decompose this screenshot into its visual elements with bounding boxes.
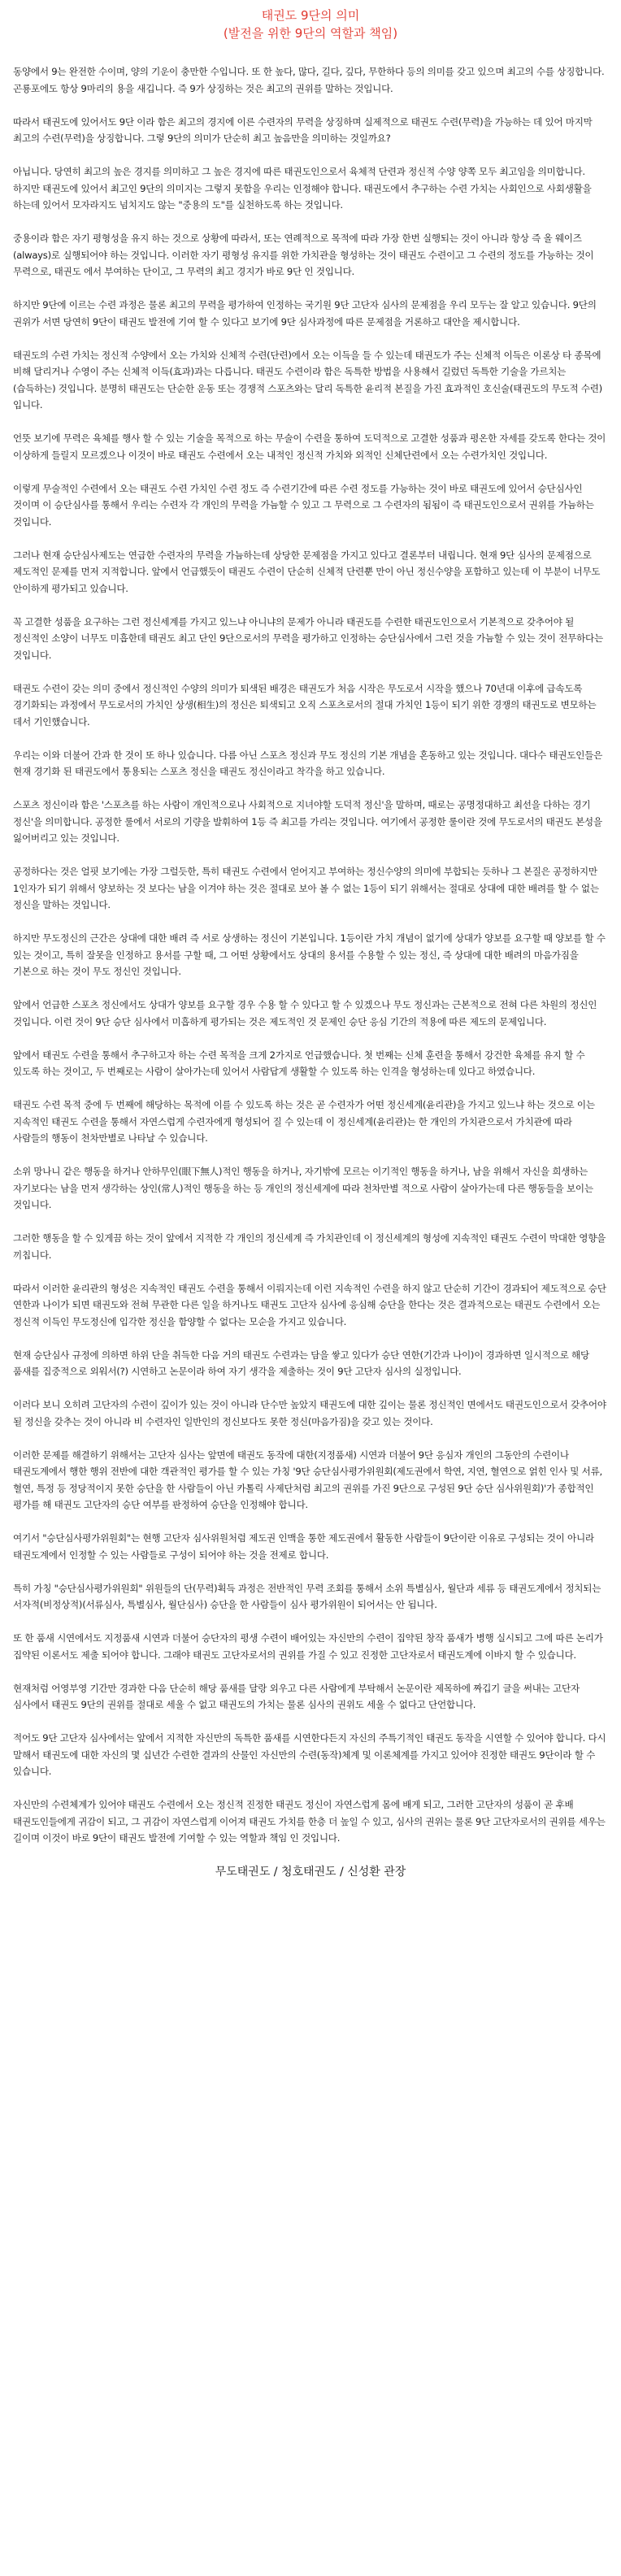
paragraph-10: 꼭 고결한 성품을 요구하는 그런 정신세계를 가지고 있느냐 아니냐의 문제가 아니라 태권도를 수련한 태권도인으로서 기본적으로 갖추어야 될 정신적인 소양이 너무도 미흡한데 태권도 최고 단인 9단으로서의 무력을 평가하고 인정하는 승단심사에서 그런 것을 가늠할 수 있는 것이 전무하다는 것입니다. xyxy=(13,615,603,661)
paragraph-20: 그러한 행동을 할 수 있게끔 하는 것이 앞에서 지적한 각 개인의 정신세계 즉 가치관인데 이 정신세계의 형성에 지속적인 태권도 수련이 막대한 영향을 끼칩니다. xyxy=(13,1232,606,1261)
paragraph-13: 스포츠 정신이라 함은 '스포츠를 하는 사람이 개인적으로나 사회적으로 지녀야할 도덕적 정신'을 말하며, 때로는 공명정대하고 최선을 다하는 경기 정신'을 의미합니다. 공정한 룰에서 서로의 기량을 발휘하여 1등 즉 최고를 가리는 것입니다. 여기에서 공정한 룰이란 것에 무도로서의 태권도 본성을 잃어버리고 있는 것입니다. xyxy=(13,799,602,844)
article-subtitle: (발전을 위한 9단의 역할과 책임) xyxy=(223,26,398,41)
paragraph-14: 공정하다는 것은 얼핏 보기에는 가장 그럴듯한, 특히 태권도 수련에서 얻어지고 부여하는 정신수양의 의미에 부합되는 듯하나 그 본질은 공정하지만 1인자가 되기 위해서 양보하는 것 보다는 남을 이겨야 하는 것은 절대로 보아 볼 수 없는 1등이 되기 위해서는 절대로 상대에 대한 배려를 할 수 없는 정신을 말하는 것입니다. xyxy=(13,866,599,910)
article-title: 태권도 9단의 의미 xyxy=(261,8,360,23)
paragraph-28: 현재처럼 어영부영 기간만 경과한 다음 단순히 해당 품새를 달랑 외우고 다른 사람에게 부탁해서 논문이란 제목하에 짜깁기 글을 써내는 고단자 심사에서 태권도 9단의 권위를 절대로 세울 수 없고 태권도의 가치는 물론 심사의 권위도 세울 수 없다고 단언합니다. xyxy=(13,1682,580,1710)
paragraph-7: 언뜻 보기에 무력은 육체를 행사 할 수 있는 기술을 목적으로 하는 무술이 수련을 통하여 도덕적으로 고결한 성품과 평온한 자세를 갖도록 한다는 것이 이상하게 들릴지 모르겠으나 이것이 바로 태권도 수련에서 오는 내적인 정신적 가치와 외적인 신체단련에서 오는 수련가치인 것입니다. xyxy=(13,432,606,461)
author-signature: 무도태권도 / 청호태권도 / 신성환 관장 xyxy=(215,1866,406,1879)
paragraph-24: 이러한 문제를 해결하기 위해서는 고단자 심사는 앞면에 태권도 동작에 대한(지정품새) 시연과 더불어 9단 응심자 개인의 그동안의 수련이나 태권도계에서 행한 행위 전반에 대한 객관적인 평가를 할 수 있는 가칭 '9단 승단심사평가위원회(제도권에서 학연, 지연, 혈연으로 얽힌 인사 및 서류, 혈연, 특정 등 정당적이지 못한 승단을 한 사람들이 아닌 카톨릭 사제단처럼 최고의 권위를 가진 9단으로 구성된 9단 승단 심사위원회)'가 종합적인 평가를 해 태권도 고단자의 승단 여부를 판정하여 승단을 인정해야 합니다. xyxy=(13,1449,602,1510)
paragraph-5: 하지만 9단에 이르는 수련 과정은 물론 최고의 무력을 평가하여 인정하는 국기원 9단 고단자 심사의 문제점을 우리 모두는 잘 알고 있습니다. 9단의 권위가 서면 당연히 9단이 태권도 발전에 기여 할 수 있다고 보기에 9단 심사과정에 따른 문제점을 거론하고 대안을 제시합니다. xyxy=(13,299,597,328)
paragraph-30: 자신만의 수련체계가 있어야 태권도 수련에서 오는 정신적 진정한 태권도 정신이 자연스럽게 몸에 배게 되고, 그러한 고단자의 성품이 곧 후배 태권도인들에게 귀감이 되고, 그 귀감이 자연스럽게 이어져 태권도 가치를 한층 더 높일 수 있고, 심사의 권위는 물론 9단 고단자로서의 권위를 세우는 길이며 이것이 바로 9단이 태권도 발전에 기여할 수 있는 역할과 책임 인 것입니다. xyxy=(13,1799,606,1844)
paragraph-22: 현재 승단심사 규정에 의하면 하위 단을 취득한 다음 거의 태권도 수련과는 담을 쌓고 있다가 승단 연한(기간과 나이)이 경과하면 일시적으로 해당 품새를 집중적으로 외워서(?) 시연하고 논문이라 하여 자기 생각을 제출하는 것이 9단 고단자 심사의 실정입니다. xyxy=(13,1349,589,1377)
paragraph-19: 소위 망나니 같은 행동을 하거나 안하무인(眼下無人)적인 행동을 하거나, 자기밖에 모르는 이기적인 행동을 하거나, 남을 위해서 자신을 희생하는 자기보다는 남을 먼저 생각하는 상인(常人)적인 행동을 하는 등 개인의 정신세계에 따라 천차만별 적으로 사람이 살아가는데 다른 행동들을 보이는 것입니다. xyxy=(13,1166,593,1210)
paragraph-8: 이렇게 무술적인 수련에서 오는 태권도 수련 가치인 수련 정도 즉 수련기간에 따른 수련 정도를 가능하는 것이 바로 태권도에 있어서 승단심사인 것이며 이 승단심사를 통해서 우리는 수련자 각 개인의 무력을 가늠할 수 있고 그 무력으로 그 수련자의 됨됨이 즉 태권도인으로서 권위를 가늠하는 것입니다. xyxy=(13,482,594,528)
article-body xyxy=(13,63,608,1847)
paragraph-11: 태권도 수련이 갖는 의미 중에서 정신적인 수양의 의미가 퇴색된 배경은 태권도가 처음 시작은 무도로서 시작을 했으나 70년대 이후에 급속도록 경기화되는 과정에서 무도로서의 가치인 상생(相生)의 정신은 퇴색되고 오직 스포츠로서의 절대 가치인 1등이 되기 위한 경쟁의 태권도로 변모하는 데서 기인했습니다. xyxy=(13,682,597,728)
paragraph-3: 아닙니다. 당연히 최고의 높은 경지를 의미하고 그 높은 경지에 따른 태권도인으로서 육체적 단련과 정신적 수양 양쪽 모두 최고임을 의미합니다. 하지만 태권도에 있어서 최고인 9단의 의미지는 그렇지 못함을 우리는 인정해야 합니다. 태권도에서 추구하는 수련 가치는 사회인으로 사회생활을 하는데 있어서 모자라지도 넘치지도 않는 "중용의 도"를 실천하도록 하는 것입니다. xyxy=(13,166,592,211)
paragraph-29: 적어도 9단 고단자 심사에서는 앞에서 지적한 자신만의 독특한 품새를 시연한다든지 자신의 주특기적인 태권도 동작을 시연할 수 있어야 합니다. 다시 말해서 태권도에 대한 자신의 몇 십년간 수련한 결과의 산물인 자신만의 수련(동작)체계 및 이론체계를 가지고 있어야 진정한 태권도 9단이라 할 수 있습니다. xyxy=(13,1732,606,1777)
paragraph-16: 앞에서 언급한 스포츠 정신에서도 상대가 양보를 요구할 경우 수용 할 수 있다고 할 수 있겠으나 무도 정신과는 근본적으로 전혀 다른 차원의 정신인 것입니다. 이런 것이 9단 승단 심사에서 미흡하게 평가되는 것은 제도적인 것 문제인 승단 응심 기간의 적용에 따른 제도의 문제입니다. xyxy=(13,999,597,1027)
paragraph-12: 우리는 이와 더불어 간과 한 것이 또 하나 있습니다. 다름 아닌 스포츠 정신과 무도 정신의 기본 개념을 혼동하고 있는 것입니다. 대다수 태권도인들은 현재 경기화 된 태권도에서 통용되는 스포츠 정신을 태권도 정신이라고 착각을 하고 있습니다. xyxy=(13,749,603,777)
paragraph-18: 태권도 수련 목적 중에 두 번째에 해당하는 목적에 이를 수 있도록 하는 것은 곧 수련자가 어떤 정신세계(윤리관)을 가지고 있느냐 하는 것으로 이는 지속적인 태권도 수련을 통해서 자연스럽게 수련자에게 형성되어 질 수 있는데 이 정신세계(윤리관)는 한 개인의 가치관으로서 가치관에 따라 사람들의 행동이 천차만별로 나타날 수 있습니다. xyxy=(13,1099,595,1144)
paragraph-9: 그러나 현재 승단심사제도는 연급한 수련자의 무력을 가늠하는데 상당한 문제점을 가지고 있다고 결론부터 내립니다. 현재 9단 심사의 문제점으로 제도적인 문제를 먼저 지적합니다. 앞에서 언급했듯이 태권도 수련이 단순히 신체적 단련뿐 만이 아닌 정신수양을 포함하고 있는데 이 부분이 너무도 안이하게 평가되고 있습니다. xyxy=(13,549,601,594)
paragraph-2: 따라서 태권도에 있어서도 9단 이라 함은 최고의 경지에 이른 수련자의 무력을 상징하며 실제적으로 태권도 수련(무력)을 가능하는 데 있어 마지막 최고의 수련(무력)을 상징합니다. 그렇 9단의 의미가 단순히 최고 높음만을 의미하는 것일까요? xyxy=(13,115,593,144)
article-header xyxy=(13,7,608,42)
paragraph-17: 앞에서 태권도 수련을 통해서 추구하고자 하는 수련 목적을 크게 2가지로 언급했습니다. 첫 번째는 신체 훈련을 통해서 강건한 육체를 유지 할 수 있도록 하는 것이고, 두 번째로는 사람이 살아가는데 있어서 사람답게 생활할 수 있도록 하는 인격을 형성하는데 있다고 하였습니다. xyxy=(13,1049,585,1077)
paragraph-21: 따라서 이러한 윤리관의 형성은 지속적인 태권도 수련을 통해서 이뤄지는데 이런 지속적인 수련을 하지 않고 단순히 기간이 경과되어 제도적으로 승단 연한과 나이가 되면 태권도와 전혀 무관한 다른 일을 하거나도 태권도 고단자 심사에 응심해 승단을 한다는 것은 결과적으로는 태권도 수련에서 오는 정신적 이득인 무도정신에 입각한 정신을 함양할 수 없다는 모순을 가지고 있습니다. xyxy=(13,1282,606,1327)
paragraph-6: 태권도의 수련 가치는 정신적 수양에서 오는 가치와 신체적 수련(단련)에서 오는 이득을 들 수 있는데 태권도가 주는 신체적 이득은 이론상 타 종목에 비해 달리거나 수영이 주는 신체적 이득(효과)과는 다릅니다. 태권도 수련이라 함은 독특한 방법을 사용해서 길렀던 독특한 기술을 가르치는(습득하는) 것입니다. 분명히 태권도는 단순한 운동 또는 경쟁적 스포츠와는 달리 독특한 윤리적 본질을 가진 효과적인 호신술(태권도의 무도적 수련)입니다. xyxy=(13,349,602,411)
paragraph-27: 또 한 품새 시연에서도 지정품새 시연과 더불어 승단자의 평생 수련이 배어있는 자신만의 수련이 집약된 창작 품새가 병행 실시되고 그에 따른 논리가 집약된 이론서도 제출 되어야 합니다. 그래야 태권도 고단자로서의 권위를 가질 수 있고 진정한 고단자로서 태권도계에 이바지 할 수 있습니다. xyxy=(13,1632,603,1661)
paragraph-23: 이러다 보니 오히려 고단자의 수련이 깊이가 있는 것이 아니라 단수만 높았지 태권도에 대한 깊이는 물론 정신적인 면에서도 태권도인으로서 갖추어야 될 정신을 갖추는 것이 아니라 비 수련자인 일반인의 정신보다도 못한 정신(마음가짐)을 갖고 있는 것이다. xyxy=(13,1399,606,1427)
paragraph-15: 하지만 무도정신의 근간은 상대에 대한 배려 즉 서로 상생하는 정신이 기본입니다. 1등이란 가치 개념이 없기에 상대가 양보를 요구할 때 양보를 할 수 있는 것이고, 특히 잘못을 인정하고 용서를 구할 때, 그 어떤 상황에서도 상대의 용서를 수용할 수 있는 정신, 즉 상대에 대한 배려의 마음가짐을 기본으로 하는 것이 무도 정신인 것입니다. xyxy=(13,932,606,977)
paragraph-1: 동양에서 9는 완전한 수이며, 양의 기운이 충만한 수입니다. 또 한 높다, 많다, 길다, 깊다, 무한하다 등의 의미를 갖고 있으며 최고의 수를 상징합니다. 곤룡포에도 항상 9마리의 용을 새깁니다. 즉 9가 상징하는 것은 최고의 권위를 말하는 것입니다. xyxy=(13,66,605,94)
paragraph-26: 특히 가칭 "승단심사평가위원회" 위원들의 단(무력)획득 과정은 전반적인 무력 조회를 통해서 소위 특별심사, 월단과 세류 등 태권도계에서 정치되는 서자적(비정상적)(서류심사, 특별심사, 월단심사) 승단을 한 사람들이 심사 평가위원이 되어서는 안 됩니다. xyxy=(13,1582,601,1610)
paragraph-4: 중용이라 함은 자기 평형성을 유지 하는 것으로 상황에 따라서, 또는 연례적으로 목적에 따라 가장 한번 실행되는 것이 아니라 항상 즉 올 웨이즈(always)로 실행되어야 하는 것입니다. 이러한 자기 평형성 유지를 위한 가치관을 형성하는 것이 태권도 수련이고 그 수련의 정도를 가능하는 것이 무력으로, 태권도 에서 부여하는 단이고, 그 무력의 최고 경지가 바로 9단 인 것입니다. xyxy=(13,232,594,277)
paragraph-25: 여기서 "승단심사평가위원회"는 현행 고단자 심사위원처럼 제도권 인맥을 통한 제도권에서 활동한 사람들이 9단이란 이유로 구성되는 것이 아니라 태권도계에서 인정할 수 있는 사람들로 구성이 되어야 하는 것을 전제로 합니다. xyxy=(13,1532,594,1561)
